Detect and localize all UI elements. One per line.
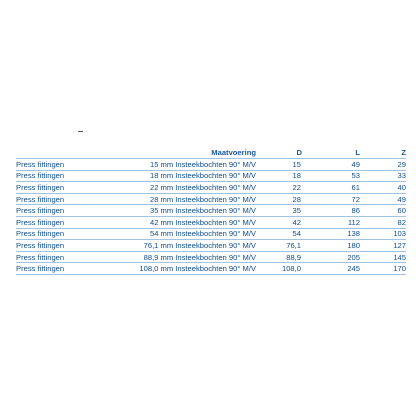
header-size: Maatvoering <box>120 147 256 159</box>
row-size: 42 mm Insteekbochten 90° M/V <box>120 216 256 228</box>
row-category: Press fittingen <box>16 240 120 252</box>
row-category: Press fittingen <box>16 205 120 217</box>
row-z: 33 <box>360 170 406 182</box>
table-row <box>16 263 406 275</box>
table-row <box>16 159 406 171</box>
row-z: 49 <box>360 193 406 205</box>
row-d: 88,9 <box>256 251 302 263</box>
row-category: Press fittingen <box>16 170 120 182</box>
row-l: 86 <box>302 205 360 217</box>
row-d: 42 <box>256 216 302 228</box>
spec-table <box>16 147 406 275</box>
row-size: 88,9 mm Insteekbochten 90° M/V <box>120 251 256 263</box>
row-size: 22 mm Insteekbochten 90° M/V <box>120 182 256 194</box>
table-row <box>16 205 406 217</box>
header-z: Z <box>360 147 406 159</box>
row-l: 112 <box>302 216 360 228</box>
row-size: 76,1 mm Insteekbochten 90° M/V <box>120 240 256 252</box>
row-l: 138 <box>302 228 360 240</box>
header-d: D <box>256 147 302 159</box>
row-category: Press fittingen <box>16 159 120 171</box>
row-l: 72 <box>302 193 360 205</box>
row-z: 103 <box>360 228 406 240</box>
row-l: 205 <box>302 251 360 263</box>
row-z: 145 <box>360 251 406 263</box>
row-d: 18 <box>256 170 302 182</box>
table-row <box>16 182 406 194</box>
row-d: 35 <box>256 205 302 217</box>
row-l: 49 <box>302 159 360 171</box>
row-l: 245 <box>302 263 360 275</box>
dash-mark <box>78 131 83 132</box>
table-row <box>16 170 406 182</box>
row-d: 108,0 <box>256 263 302 275</box>
row-size: 18 mm Insteekbochten 90° M/V <box>120 170 256 182</box>
row-l: 53 <box>302 170 360 182</box>
table-row <box>16 240 406 252</box>
row-category: Press fittingen <box>16 251 120 263</box>
row-d: 54 <box>256 228 302 240</box>
row-category: Press fittingen <box>16 263 120 275</box>
row-size: 54 mm Insteekbochten 90° M/V <box>120 228 256 240</box>
row-category: Press fittingen <box>16 182 120 194</box>
table-row <box>16 228 406 240</box>
table-row <box>16 193 406 205</box>
row-d: 15 <box>256 159 302 171</box>
header-l: L <box>302 147 360 159</box>
row-z: 170 <box>360 263 406 275</box>
row-size: 28 mm Insteekbochten 90° M/V <box>120 193 256 205</box>
row-z: 40 <box>360 182 406 194</box>
table-row <box>16 216 406 228</box>
table-row <box>16 251 406 263</box>
row-size: 35 mm Insteekbochten 90° M/V <box>120 205 256 217</box>
header-category <box>16 147 120 159</box>
row-z: 127 <box>360 240 406 252</box>
row-z: 60 <box>360 205 406 217</box>
row-d: 22 <box>256 182 302 194</box>
row-z: 29 <box>360 159 406 171</box>
table-header-row <box>16 147 406 159</box>
row-size: 15 mm Insteekbochten 90° M/V <box>120 159 256 171</box>
row-category: Press fittingen <box>16 228 120 240</box>
row-l: 180 <box>302 240 360 252</box>
row-d: 76,1 <box>256 240 302 252</box>
row-category: Press fittingen <box>16 193 120 205</box>
row-size: 108,0 mm Insteekbochten 90° M/V <box>120 263 256 275</box>
row-category: Press fittingen <box>16 216 120 228</box>
row-d: 28 <box>256 193 302 205</box>
row-l: 61 <box>302 182 360 194</box>
row-z: 82 <box>360 216 406 228</box>
